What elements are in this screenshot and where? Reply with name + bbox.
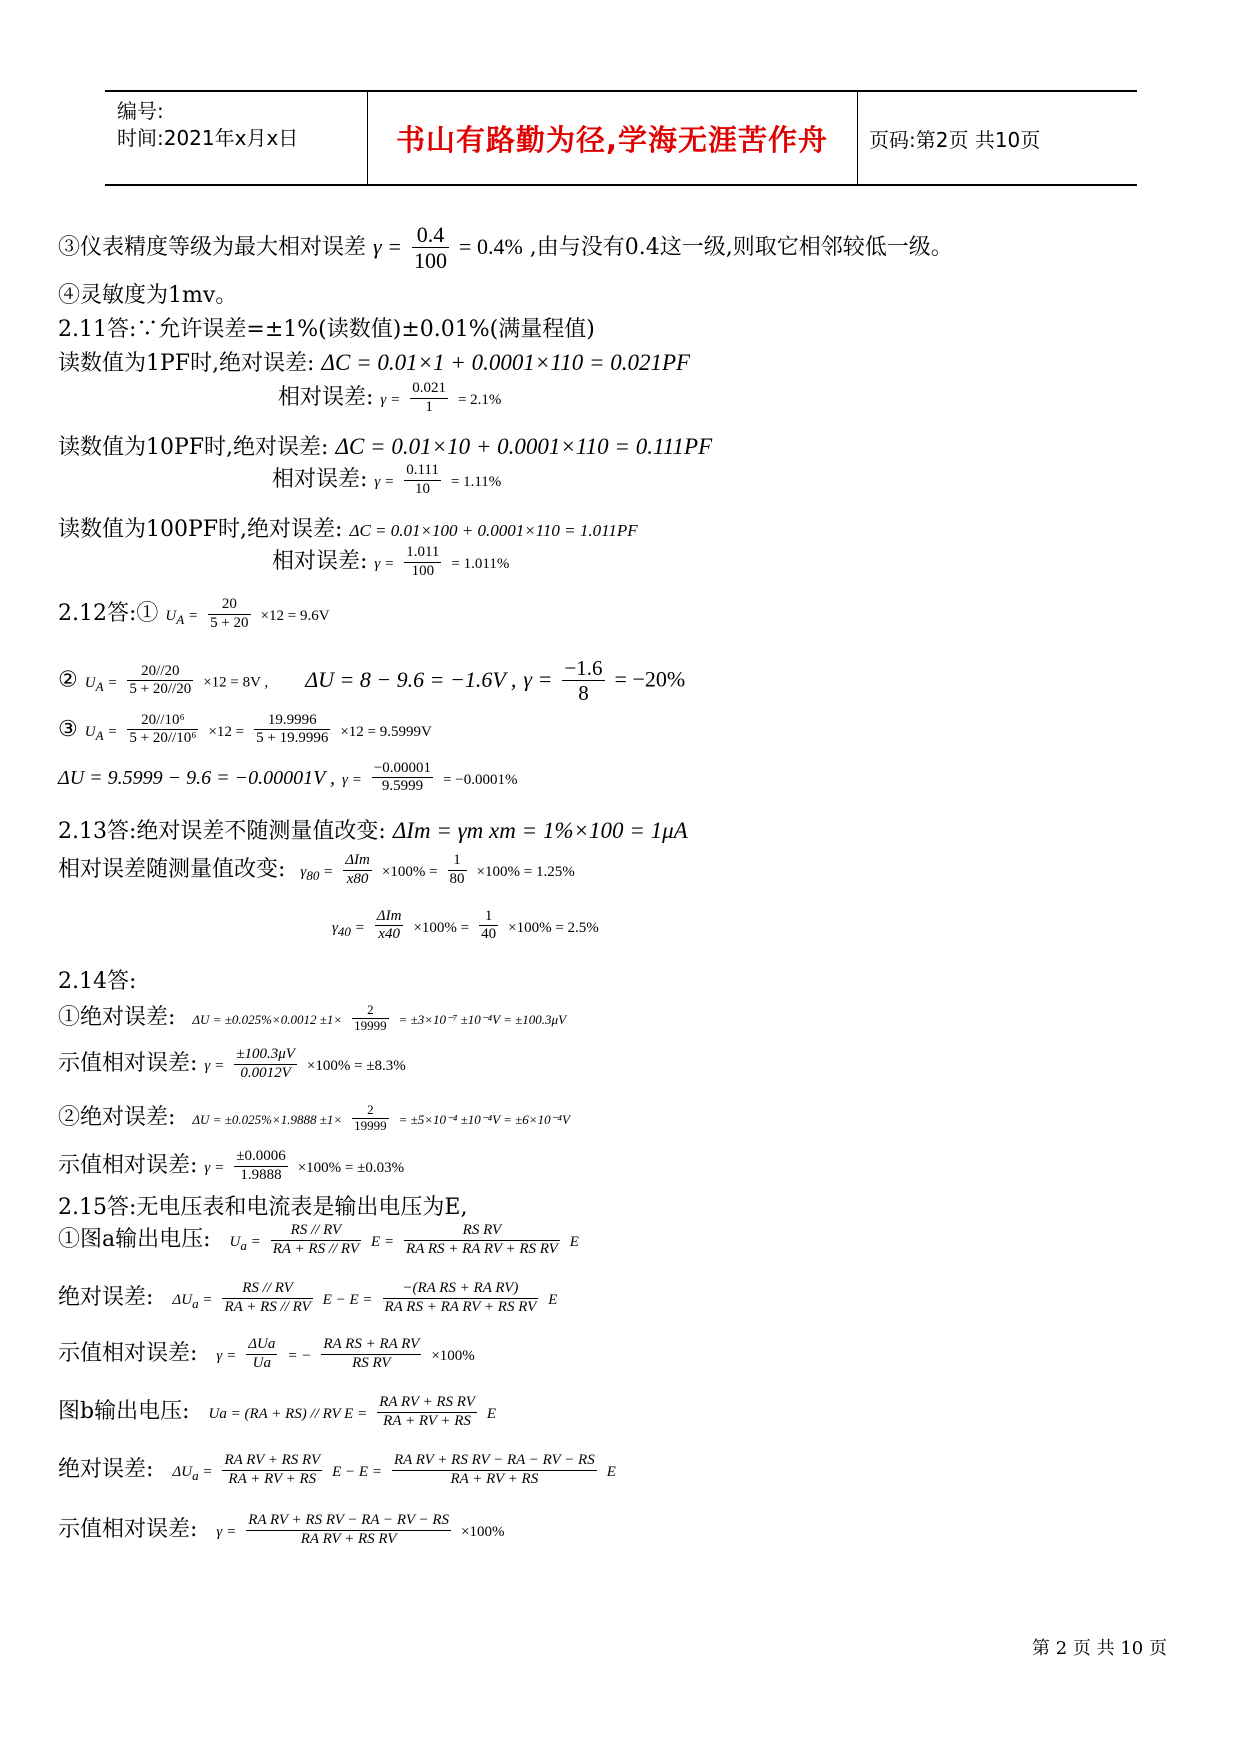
line-2-12-4: ΔU = 9.5999 − 9.6 = −0.00001V , γ = $\frac{-0.00001}{9.5999}$ = −0.0001% (58, 760, 518, 795)
line-2-12-1: 2.12答:① $U_A$ = $\frac{20}{5 + 20}$ ×12 = 9.6V (58, 596, 330, 631)
fraction: $\frac{0.111}{10}$ (406, 462, 439, 497)
header-info-cell (105, 92, 368, 184)
fraction: $\frac{\pm 0.0006}{1.9888}$ (236, 1148, 286, 1183)
line-2-15-b-rel: 示值相对误差: γ = $\frac{\text{RA RV + RS RV − RA − RV − RS}}{\text{RA RV + RS RV}}$ ×100% (58, 1512, 505, 1547)
line-100pf-abs: 读数值为100PF时,绝对误差: ΔC = 0.01×100 + 0.0001×110 = 1.011PF (58, 517, 638, 542)
fraction: $\frac{\text{RA RV + RS RV − RA − RV − RS}}{RA + RV + RS}$ (393, 1452, 595, 1487)
page-cell (857, 92, 1137, 184)
fraction: $\frac{\text{RA RS + RA RV}}{\text{RS RV}}$ (323, 1336, 420, 1371)
fraction: $\frac{1}{80}$ (449, 852, 465, 887)
line-2-13-rel40: $\gamma_{40}$ = $\frac{\text{ΔIm}}{x40}$ ×100% = $\frac{1}{40}$ ×100% = 2.5% (332, 908, 599, 943)
fraction: $\frac{2}{19999}$ (354, 1101, 387, 1133)
line-2-12-3: ③ $U_A$ = $\frac{\text{20//10⁶}}{\text{5 + 20//10⁶}}$ ×12 = $\frac{19.9996}{5 + 19.9996}$ ×12 = 9.5999V (58, 712, 432, 747)
line-2-15-b-volt: 图b输出电压: Ua = (RA + RS) // RV E = $\frac{\text{RA RV + RS RV}}{RA + RV + RS}$ E (58, 1394, 497, 1429)
fraction: $\frac{RS // RV}{RA + RS // RV}$ (272, 1222, 359, 1257)
fraction: $\frac{0.4}{100}$ (414, 222, 448, 274)
fraction: $\frac{\text{RA RV + RS RV − RA − RV − RS}}{\text{RA RV + RS RV}}$ (248, 1512, 449, 1547)
line-2-14-abs1: ①绝对误差: ΔU = ±0.025%×0.0012 ±1× $\frac{2}{19999}$ = ±3×10⁻⁷ ±10⁻⁴V = ±100.3μV (58, 1001, 567, 1033)
fraction: $\frac{1.011}{100}$ (406, 544, 440, 579)
line-2-12-2: ② $U_A$ = $\frac{20//20}{5 + 20//20}$ ×12 = 8V , ΔU = 8 − 9.6 = −1.6V , γ = $\frac{-1.6}{8}$ = −20% (58, 656, 686, 706)
page-label: 页码:第2页 共10页 (869, 127, 1041, 152)
fraction: $\frac{2}{19999}$ (354, 1001, 387, 1033)
fraction: $\frac{\text{ΔUa}}{Ua}$ (248, 1336, 276, 1371)
fraction: $\frac{\text{ΔIm}}{x40}$ (376, 908, 402, 943)
line-1pf-rel: 相对误差: γ = $\frac{0.021}{1}$ = 2.1% (278, 380, 502, 415)
fraction: $\frac{\text{RA RV + RS RV}}{RA + RV + RS}$ (224, 1452, 321, 1487)
line-2-15-b-abs: 绝对误差: $\Delta U_a$ = $\frac{\text{RA RV + RS RV}}{RA + RV + RS}$ E − E = $\frac{\text{RA RV + RS RV − RA − RV − RS}}{RA + RV + RS}$ E (58, 1452, 616, 1487)
fraction: $\frac{\text{−(RA RS + RA RV)}}{\text{RA RS + RA RV + RS RV}}$ (384, 1280, 537, 1315)
motto-cell (367, 92, 858, 184)
page-footer: 第 2 页 共 10 页 (1032, 1638, 1167, 1659)
fraction: $\frac{\text{RS RV}}{\text{RA RS + RA RV + RS RV}}$ (406, 1222, 558, 1257)
line-100pf-rel: 相对误差: γ = $\frac{1.011}{100}$ = 1.011% (272, 544, 510, 579)
line-2-15-a-volt: ①图a输出电压: $U_a$ = $\frac{RS // RV}{RA + RS // RV}$ E = $\frac{\text{RS RV}}{\text{RA RS + RA RV + RS RV}}$ E (58, 1222, 579, 1257)
fraction: $\frac{20//20}{5 + 20//20}$ (129, 662, 192, 698)
line-2-14-rel2: 示值相对误差: γ = $\frac{\pm 0.0006}{1.9888}$ ×100% = ±0.03% (58, 1148, 405, 1183)
time-label: 时间:2021年x月x日 (117, 126, 299, 150)
fraction: $\frac{-1.6}{8}$ (564, 656, 603, 706)
header-table (105, 90, 1137, 186)
fraction: $\frac{\text{20//10⁶}}{\text{5 + 20//10⁶}}$ (129, 712, 197, 747)
fraction: $\frac{19.9996}{5 + 19.9996}$ (256, 712, 329, 747)
fraction: $\frac{20}{5 + 20}$ (210, 596, 249, 631)
line-precision: ③仪表精度等级为最大相对误差 γ = $\frac{0.4}{100}$ = 0.4% ,由与没有0.4这一级,则取它相邻较低一级。 (58, 222, 953, 274)
line-2-14-rel1: 示值相对误差: γ = $\frac{\pm 100.3\mu V}{0.0012V}$ ×100% = ±8.3% (58, 1046, 406, 1081)
line-10pf-abs: 读数值为10PF时,绝对误差: ΔC = 0.01×10 + 0.0001×110 = 0.111PF (58, 434, 713, 460)
fraction: $\frac{0.021}{1}$ (412, 380, 446, 415)
line-2-15: 2.15答:无电压表和电流表是输出电压为E, (58, 1195, 468, 1220)
line-2-13-rel80: 相对误差随测量值改变: $\gamma_{80}$ = $\frac{\text{ΔIm}}{x80}$ ×100% = $\frac{1}{80}$ ×100% = 1.25% (58, 852, 575, 887)
line-2-14-abs2: ②绝对误差: ΔU = ±0.025%×1.9888 ±1× $\frac{2}{19999}$ = ±5×10⁻⁴ ±10⁻⁴V = ±6×10⁻⁴V (58, 1101, 570, 1133)
line-1pf-abs: 读数值为1PF时,绝对误差: ΔC = 0.01×1 + 0.0001×110 = 0.021PF (58, 350, 691, 376)
line-sensitivity: ④灵敏度为1mv。 (58, 283, 238, 308)
number-label: 编号: (117, 99, 164, 123)
line-2-15-a-abs: 绝对误差: $\Delta U_a$ = $\frac{RS // RV}{RA + RS // RV}$ E − E = $\frac{\text{−(RA RS + RA RV)}}{\text{RA RS + RA RV + RS RV}}$ E (58, 1280, 558, 1315)
fraction: $\frac{\pm 100.3\mu V}{0.0012V}$ (236, 1046, 295, 1081)
fraction: $\frac{1}{40}$ (481, 908, 497, 943)
fraction: $\frac{-0.00001}{9.5999}$ (373, 760, 432, 795)
motto-text: 书山有路勤为径,学海无涯苦作舟 (395, 122, 829, 157)
line-2-13: 2.13答:绝对误差不随测量值改变: ΔIm = γm xm = 1%×100 = 1μA (58, 818, 688, 844)
line-2-14: 2.14答: (58, 969, 137, 994)
line-10pf-rel: 相对误差: γ = $\frac{0.111}{10}$ = 1.11% (272, 462, 502, 497)
fraction: $\frac{\text{RA RV + RS RV}}{RA + RV + RS}$ (379, 1394, 475, 1429)
line-2-15-a-rel: 示值相对误差: γ = $\frac{\text{ΔUa}}{Ua}$ = − $\frac{\text{RA RS + RA RV}}{\text{RS RV}}$ ×100% (58, 1336, 475, 1371)
line-2-11: 2.11答:∵允许误差=±1%(读数值)±0.01%(满量程值) (58, 317, 595, 342)
fraction: $\frac{RS // RV}{RA + RS // RV}$ (224, 1280, 311, 1315)
fraction: $\frac{\text{ΔIm}}{x80}$ (345, 852, 370, 887)
